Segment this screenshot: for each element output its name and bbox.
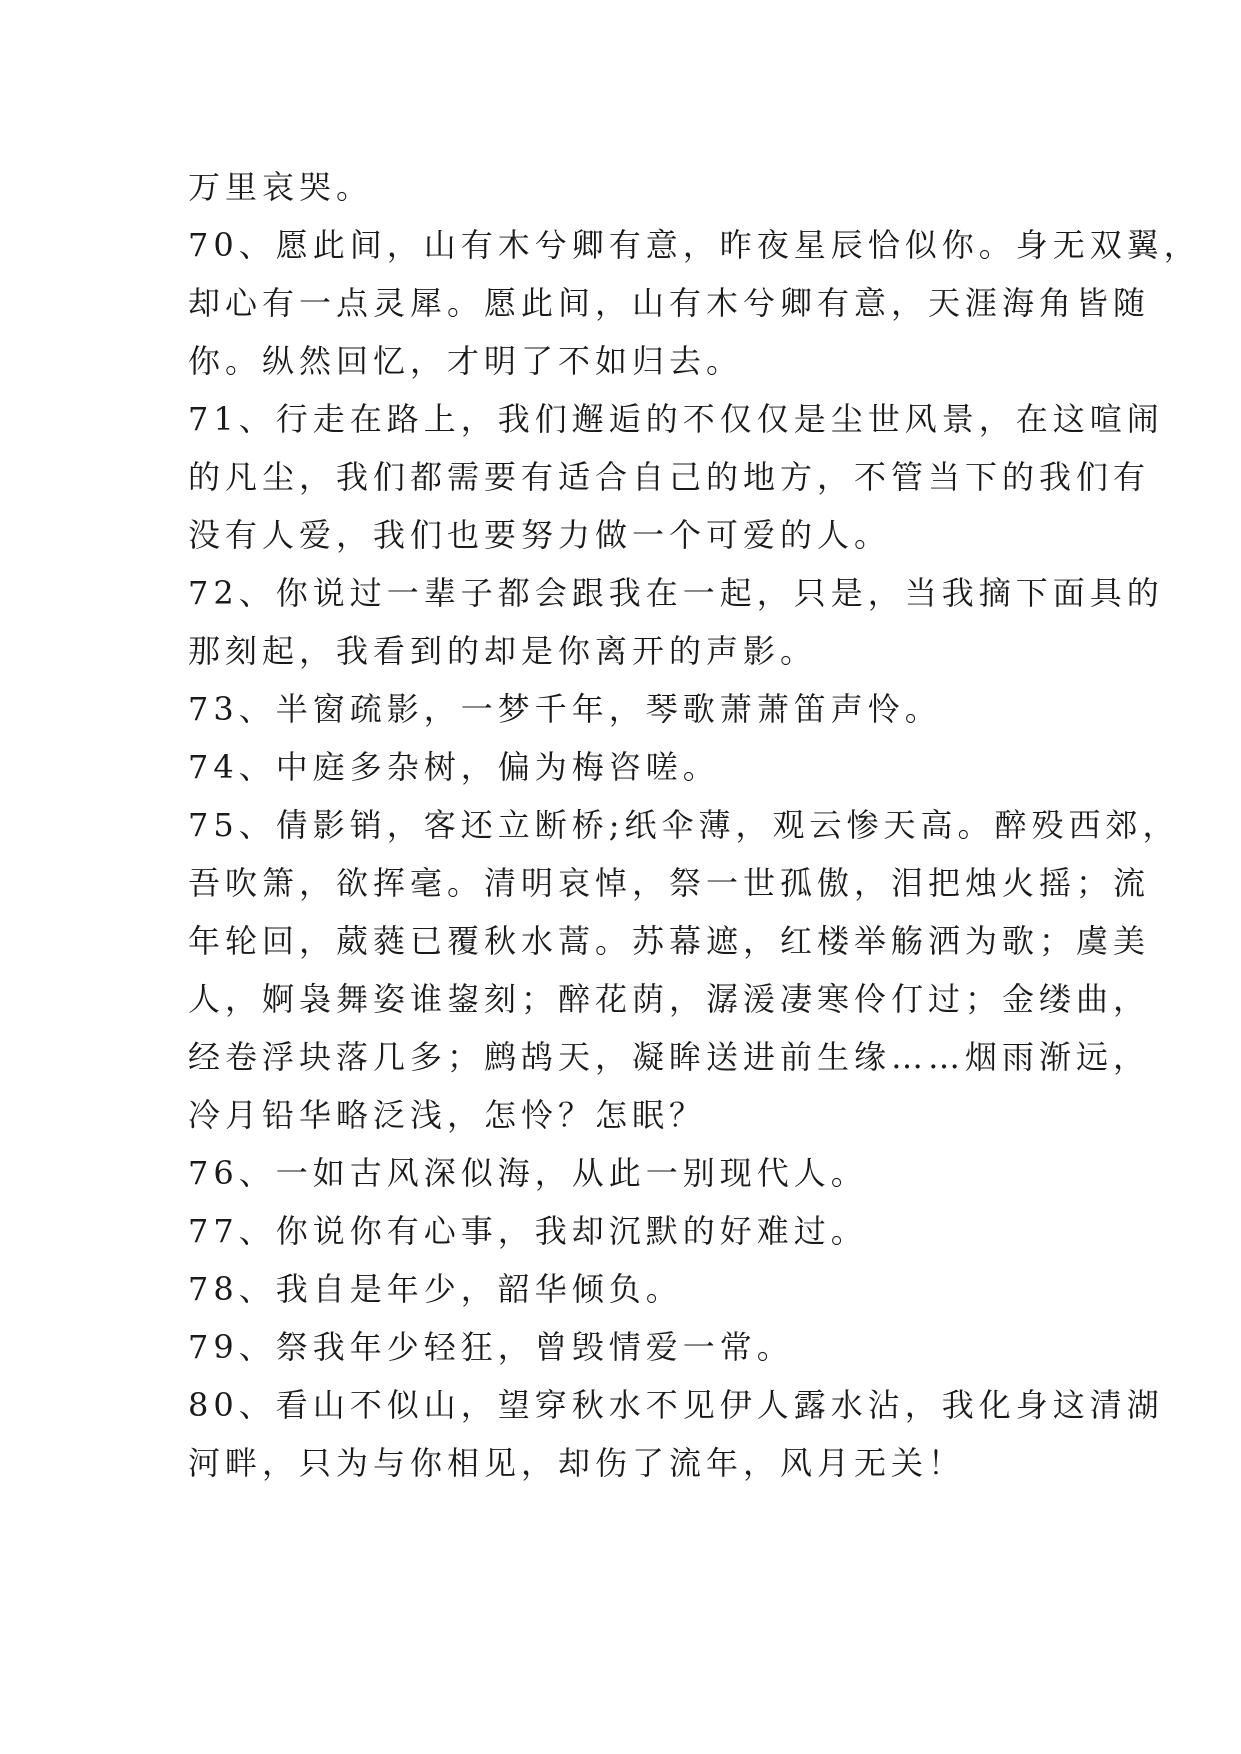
text-line: 的凡尘，我们都需要有适合自己的地方，不管当下的我们有 (188, 458, 1151, 496)
text-line: 71、行走在路上，我们邂逅的不仅仅是尘世风景，在这喧闹 (188, 400, 1164, 438)
text-line: 72、你说过一辈子都会跟我在一起，只是，当我摘下面具的 (188, 574, 1164, 612)
text-line: 人，婀袅舞姿谁鋆刻；醉花荫，潺湲凄寒伶仃过；金缕曲， (188, 980, 1151, 1018)
text-line: 73、半窗疏影，一梦千年，琴歌萧萧笛声怜。 (188, 690, 942, 728)
text-line: 76、一如古风深似海，从此一别现代人。 (188, 1154, 868, 1192)
body-text (188, 158, 1201, 1492)
text-line: 年轮回，葳蕤已覆秋水蒿。苏幕遮，红楼举觞洒为歌；虞美 (188, 922, 1151, 960)
text-line: 经卷浮块落几多；鹧鸪天，凝眸送进前生缘……烟雨渐远， (188, 1038, 1151, 1076)
text-line: 75、倩影销，客还立断桥;纸伞薄，观云惨天高。醉殁西郊， (188, 806, 1180, 844)
text-line: 77、你说你有心事，我却沉默的好难过。 (188, 1212, 868, 1250)
text-line: 吾吹箫，欲挥毫。清明哀悼，祭一世孤傲，泪把烛火摇；流 (188, 864, 1151, 902)
text-line: 你。纵然回忆，才明了不如归去。 (188, 342, 744, 380)
text-line: 80、看山不似山，望穿秋水不见伊人露水沾，我化身这清湖 (188, 1386, 1164, 1424)
text-line: 74、中庭多杂树，偏为梅咨嗟。 (188, 748, 720, 786)
text-line: 没有人爱，我们也要努力做一个可爱的人。 (188, 516, 892, 554)
text-line: 79、祭我年少轻狂，曾毁情爱一常。 (188, 1328, 794, 1366)
text-line: 那刻起，我看到的却是你离开的声影。 (188, 632, 818, 670)
text-line: 78、我自是年少，韶华倾负。 (188, 1270, 683, 1308)
text-line: 万里哀哭。 (188, 168, 374, 206)
text-line: 河畔，只为与你相见，却伤了流年，风月无关！ (188, 1444, 966, 1482)
text-line: 却心有一点灵犀。愿此间，山有木兮卿有意，天涯海角皆随 (188, 284, 1151, 322)
text-line: 冷月铅华略泛浅，怎怜？怎眠？ (188, 1096, 707, 1134)
text-line: 70、愿此间，山有木兮卿有意，昨夜星辰恰似你。身无双翼， (188, 226, 1201, 264)
